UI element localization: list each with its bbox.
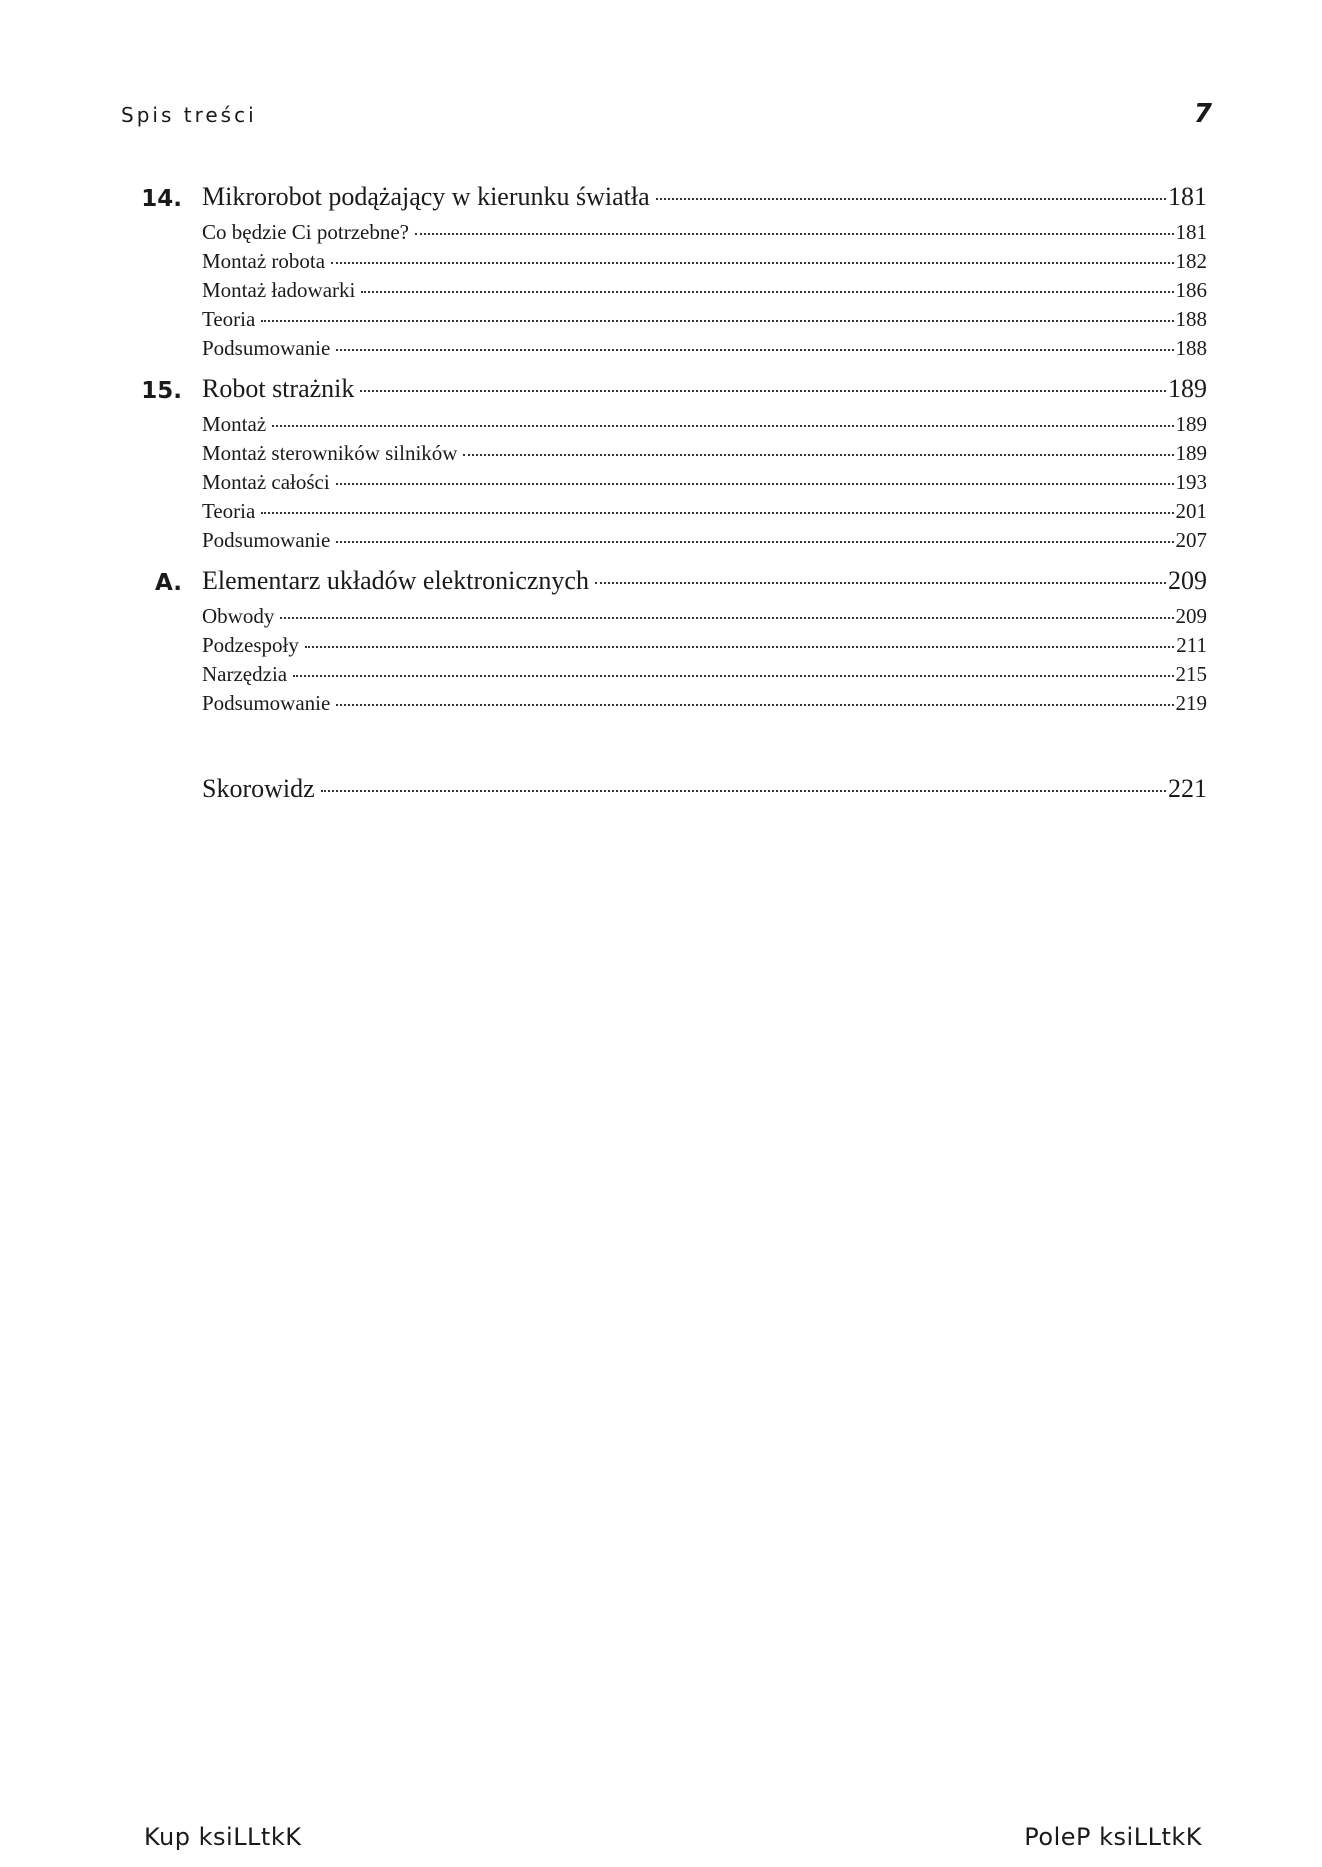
toc-section-entry[interactable] bbox=[202, 691, 1207, 717]
page-number: 7 bbox=[1193, 99, 1212, 129]
toc-section-entry[interactable] bbox=[202, 604, 1207, 630]
toc-section-entry[interactable] bbox=[202, 249, 1207, 275]
toc-page-number: 211 bbox=[1176, 633, 1207, 657]
toc-section-title: Montaż ładowarki bbox=[202, 278, 356, 302]
toc-page-number: 188 bbox=[1175, 336, 1207, 360]
toc-section-entry[interactable] bbox=[202, 307, 1207, 333]
toc-page-number: 189 bbox=[1168, 374, 1207, 403]
dot-leader bbox=[321, 790, 1166, 792]
dot-leader bbox=[360, 390, 1166, 392]
toc-section-title: Montaż robota bbox=[202, 249, 326, 273]
dot-leader bbox=[293, 675, 1173, 677]
toc-page-number: 188 bbox=[1175, 307, 1207, 331]
toc-page-number: 182 bbox=[1175, 249, 1207, 273]
footer-buy-link[interactable]: Kup ksiLLtkK bbox=[144, 1823, 302, 1851]
dot-leader bbox=[331, 262, 1173, 264]
toc-page-number: 189 bbox=[1175, 441, 1207, 465]
dot-leader bbox=[305, 646, 1174, 648]
toc-chapter-title: Robot strażnik bbox=[202, 374, 355, 403]
toc-section-entry[interactable] bbox=[202, 633, 1207, 659]
toc-section-title: Co będzie Ci potrzebne? bbox=[202, 220, 410, 244]
toc-page-number: 193 bbox=[1175, 470, 1207, 494]
toc-page-number: 207 bbox=[1175, 528, 1207, 552]
footer-recommend-link[interactable]: PoleP ksiLLtkK bbox=[1024, 1823, 1202, 1851]
chapter-number: 14. bbox=[141, 186, 182, 212]
toc-chapter-entry[interactable] bbox=[202, 566, 1207, 598]
dot-leader bbox=[280, 617, 1173, 619]
toc-section-title: Podzespoły bbox=[202, 633, 299, 657]
toc-chapter-title: Elementarz układów elektronicznych bbox=[202, 566, 589, 595]
toc-section-title: Montaż sterowników silników bbox=[202, 441, 458, 465]
dot-leader bbox=[261, 512, 1173, 514]
toc-page-number: 219 bbox=[1175, 691, 1207, 715]
toc-chapter-title: Mikrorobot podążający w kierunku światła bbox=[202, 182, 650, 211]
dot-leader bbox=[336, 349, 1173, 351]
toc-page-number: 181 bbox=[1168, 182, 1207, 211]
toc-section-entry[interactable] bbox=[202, 278, 1207, 304]
running-head: Spis treści bbox=[121, 103, 257, 127]
dot-leader bbox=[261, 320, 1173, 322]
dot-leader bbox=[361, 291, 1173, 293]
toc-section-entry[interactable] bbox=[202, 499, 1207, 525]
toc-section-entry[interactable] bbox=[202, 220, 1207, 246]
dot-leader bbox=[336, 541, 1173, 543]
toc-page-number: 209 bbox=[1168, 566, 1207, 595]
toc-section-entry[interactable] bbox=[202, 470, 1207, 496]
toc-section-entry[interactable] bbox=[202, 412, 1207, 438]
toc-section-entry[interactable] bbox=[202, 441, 1207, 467]
toc-section-entry[interactable] bbox=[202, 662, 1207, 688]
toc-section-title: Podsumowanie bbox=[202, 691, 331, 715]
toc-section-title: Teoria bbox=[202, 499, 256, 523]
dot-leader bbox=[336, 704, 1173, 706]
chapter-number: 15. bbox=[141, 378, 182, 404]
toc-page-number: 209 bbox=[1175, 604, 1207, 628]
toc-section-title: Podsumowanie bbox=[202, 528, 331, 552]
toc-index-entry[interactable] bbox=[202, 774, 1207, 806]
dot-leader bbox=[336, 483, 1174, 485]
toc-page-number: 186 bbox=[1175, 278, 1207, 302]
toc-page-number: 201 bbox=[1175, 499, 1207, 523]
dot-leader bbox=[463, 454, 1173, 456]
toc-index-title: Skorowidz bbox=[202, 774, 315, 803]
toc-section-title: Teoria bbox=[202, 307, 256, 331]
toc-section-title: Montaż całości bbox=[202, 470, 330, 494]
toc-page-number: 215 bbox=[1175, 662, 1207, 686]
toc-page-number: 189 bbox=[1175, 412, 1207, 436]
toc-chapter-entry[interactable] bbox=[202, 182, 1207, 214]
toc-section-title: Narzędzia bbox=[202, 662, 288, 686]
toc-section-entry[interactable] bbox=[202, 528, 1207, 554]
dot-leader bbox=[595, 582, 1166, 584]
toc-section-title: Montaż bbox=[202, 412, 267, 436]
chapter-number: A. bbox=[155, 570, 182, 596]
toc-page-number: 221 bbox=[1168, 774, 1207, 803]
dot-leader bbox=[656, 198, 1166, 200]
toc-chapter-entry[interactable] bbox=[202, 374, 1207, 406]
dot-leader bbox=[415, 233, 1173, 235]
toc-page-number: 181 bbox=[1175, 220, 1207, 244]
toc-section-title: Podsumowanie bbox=[202, 336, 331, 360]
dot-leader bbox=[272, 425, 1173, 427]
toc-section-title: Obwody bbox=[202, 604, 275, 628]
toc-section-entry[interactable] bbox=[202, 336, 1207, 362]
